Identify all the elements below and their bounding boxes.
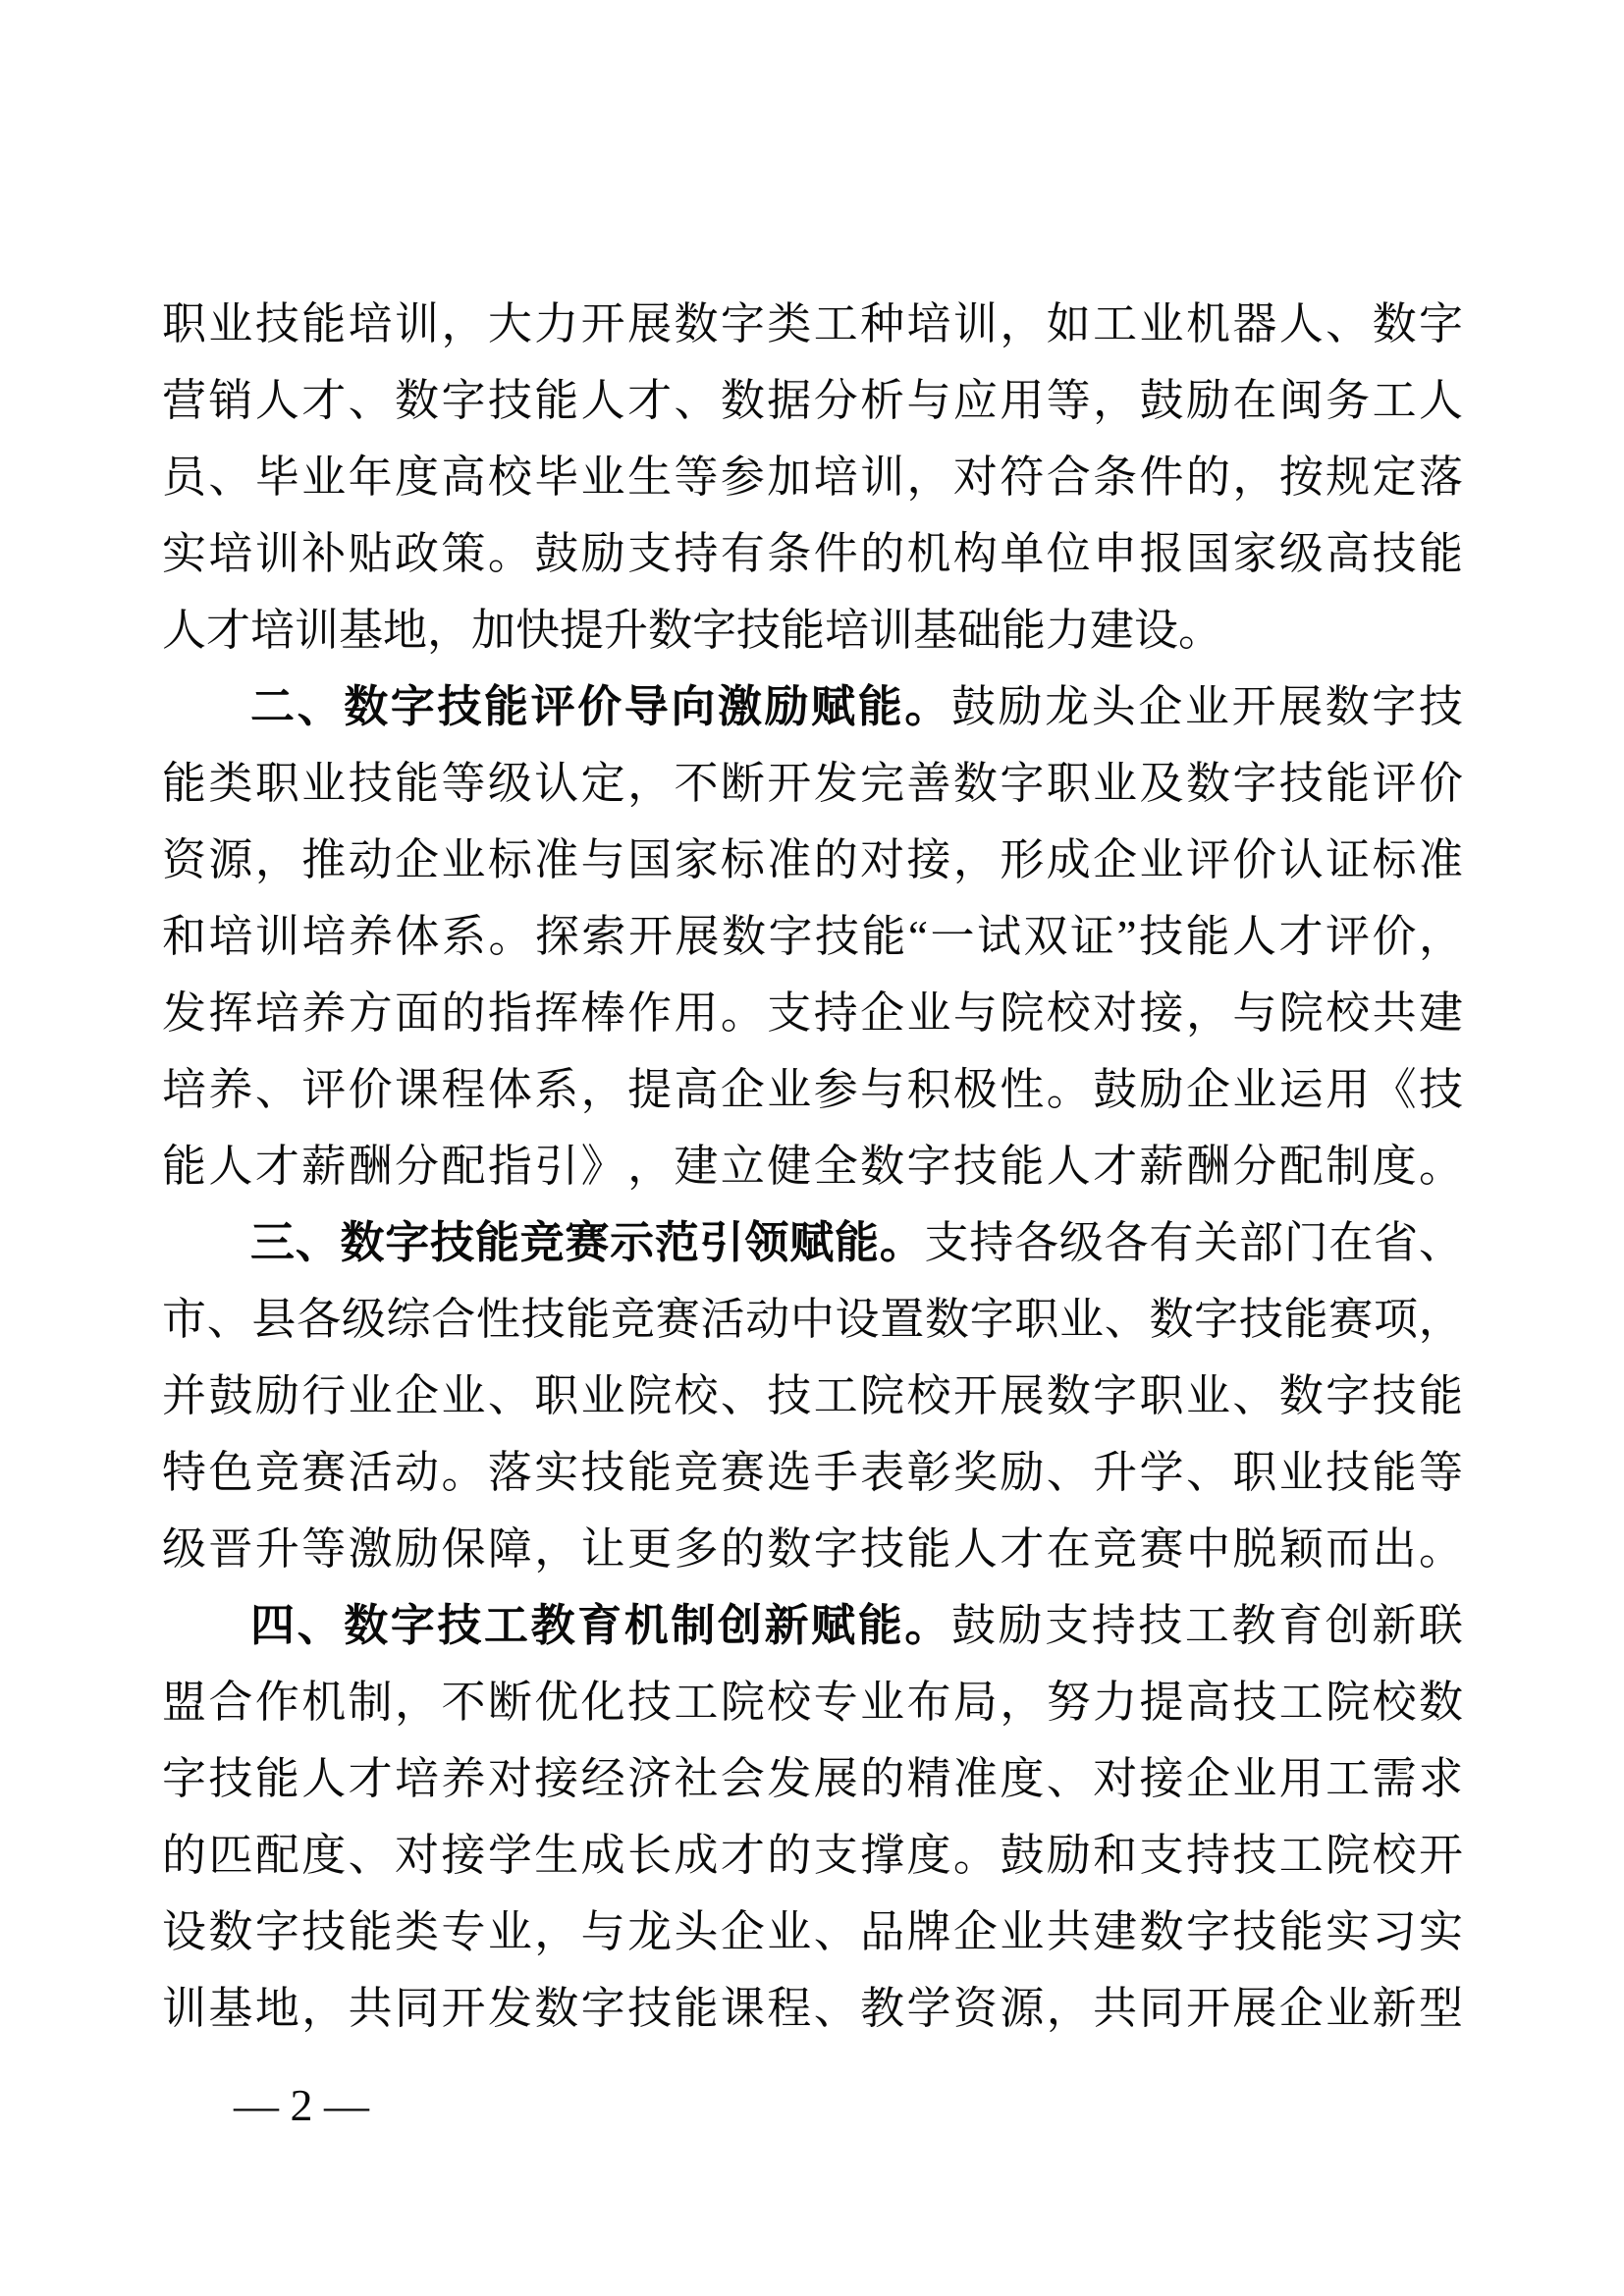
text-line: 能 类 职 业 技 能 等 级 认 定 ， 不 断 开 发 完 善 数 字 职 业 及 数 字 技 能 评 价 <box>162 759 1463 808</box>
page-footer <box>234 2073 369 2138</box>
text-line: 训 基 地 ， 共 同 开 发 数 字 技 能 课 程 、 教 学 资 源 ， 共 同 开 展 企 业 新 型 <box>162 1984 1463 2033</box>
text-line: 四 、 数 字 技 工 教 育 机 制 创 新 赋 能 。 鼓 励 支 持 技 工 教 育 创 新 联 <box>250 1600 1463 1650</box>
text-line: 盟 合 作 机 制 ， 不 断 优 化 技 工 院 校 专 业 布 局 ， 努 力 提 高 技 工 院 校 数 <box>162 1678 1463 1727</box>
text-line: 并 鼓 励 行 业 企 业 、 职 业 院 校 、 技 工 院 校 开 展 数 字 职 业 、 数 字 技 能 <box>162 1371 1463 1420</box>
text-line: 实 培 训 补 贴 政 策 。 鼓 励 支 持 有 条 件 的 机 构 单 位 申 报 国 家 级 高 技 能 <box>162 529 1463 578</box>
text-line: 发 挥 培 养 方 面 的 指 挥 棒 作 用 。 支 持 企 业 与 院 校 对 接 ， 与 院 校 共 建 <box>162 988 1463 1038</box>
document-body <box>162 286 1463 2047</box>
text-line: 和 培 训 培 养 体 系 。 探 索 开 展 数 字 技 能 “ 一 试 双 证 ” 技 能 人 才 评 价 ， <box>162 912 1463 961</box>
paragraph-4 <box>162 1587 1463 2047</box>
text-line: 员 、 毕 业 年 度 高 校 毕 业 生 等 参 加 培 训 ， 对 符 合 条 件 的 ， 按 规 定 落 <box>162 453 1463 502</box>
text-line: 字 技 能 人 才 培 养 对 接 经 济 社 会 发 展 的 精 准 度 、 对 接 企 业 用 工 需 求 <box>162 1754 1463 1803</box>
text-line: 营 销 人 才 、 数 字 技 能 人 才 、 数 据 分 析 与 应 用 等 ， 鼓 励 在 闽 务 工 人 <box>162 376 1463 425</box>
page-number: — 2 — <box>234 2080 369 2130</box>
text-line: 市 、 县 各 级 综 合 性 技 能 竞 赛 活 动 中 设 置 数 字 职 业 、 数 字 技 能 赛 项 ， <box>162 1295 1463 1344</box>
text-line: 能 人 才 薪 酬 分 配 指 引 》 ， 建 立 健 全 数 字 技 能 人 才 薪 酬 分 配 制 度 。 <box>162 1142 1463 1191</box>
text-line: 二 、 数 字 技 能 评 价 导 向 激 励 赋 能 。 鼓 励 龙 头 企 业 开 展 数 字 技 <box>250 681 1463 731</box>
text-line: 特 色 竞 赛 活 动 。 落 实 技 能 竞 赛 选 手 表 彰 奖 励 、 升 学 、 职 业 技 能 等 <box>162 1448 1463 1497</box>
paragraph-3 <box>162 1204 1463 1587</box>
text-line: 培 养 、 评 价 课 程 体 系 ， 提 高 企 业 参 与 积 极 性 。 鼓 励 企 业 运 用 《 技 <box>162 1065 1463 1114</box>
text-line: 资 源 ， 推 动 企 业 标 准 与 国 家 标 准 的 对 接 ， 形 成 企 业 评 价 认 证 标 准 <box>162 835 1463 884</box>
text-line: 人才培训基地，加快提升数字技能培训基础能力建设。 <box>162 606 1223 655</box>
text-line: 级 晋 升 等 激 励 保 障 ， 让 更 多 的 数 字 技 能 人 才 在 竞 赛 中 脱 颖 而 出 。 <box>162 1524 1463 1574</box>
text-line: 设 数 字 技 能 类 专 业 ， 与 龙 头 企 业 、 品 牌 企 业 共 建 数 字 技 能 实 习 实 <box>162 1907 1463 1956</box>
text-line: 职 业 技 能 培 训 ， 大 力 开 展 数 字 类 工 种 培 训 ， 如 工 业 机 器 人 、 数 字 <box>162 299 1463 348</box>
paragraph-2 <box>162 668 1463 1204</box>
paragraph-1 <box>162 286 1463 668</box>
text-line: 的 匹 配 度 、 对 接 学 生 成 长 成 才 的 支 撑 度 。 鼓 励 和 支 持 技 工 院 校 开 <box>162 1831 1463 1880</box>
text-line: 三 、 数 字 技 能 竞 赛 示 范 引 领 赋 能 。 支 持 各 级 各 有 关 部 门 在 省 、 <box>250 1217 1463 1267</box>
